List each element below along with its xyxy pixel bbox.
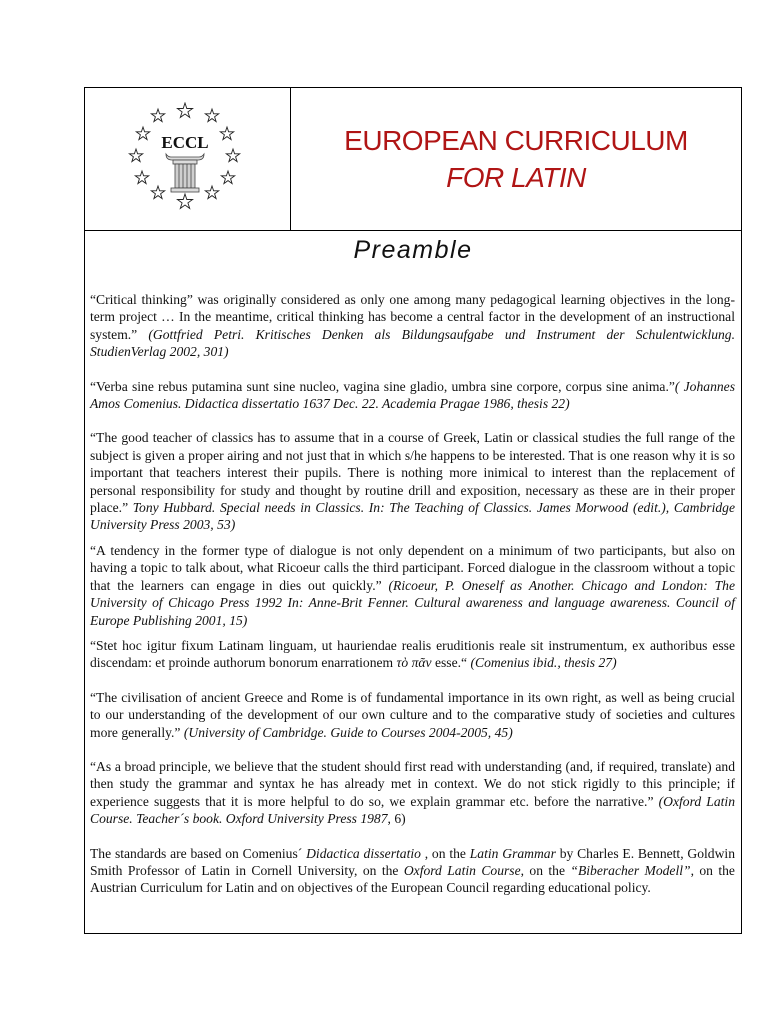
standards-paragraph [90, 845, 735, 897]
star-icon [205, 109, 218, 122]
standards-text: , on the [420, 845, 470, 861]
star-icon [135, 171, 148, 184]
standards-title: “Biberacher Modell” [570, 862, 691, 878]
quote-citation: (University of Cambridge. Guide to Courses 2004-2005, 45) [183, 724, 513, 740]
eccl-logo [128, 102, 242, 214]
quote-paragraph [90, 378, 735, 413]
ionic-column-icon [166, 154, 204, 192]
title-line-2: FOR LATIN [446, 162, 586, 193]
quote-citation: (Gottfried Petri. Kritisches Denken als Bildungsaufgabe und Instrument der Schulentwicklung. StudienVerlag 2002, 301) [90, 326, 736, 360]
quote-paragraph [90, 689, 735, 741]
quote-paragraph [90, 637, 735, 672]
star-icon [151, 186, 164, 199]
star-icon [136, 127, 149, 140]
quote-paragraph [90, 542, 735, 629]
standards-title: Didactica dissertatio [306, 845, 421, 861]
standards-text: by Charles E. Bennett, Goldwin Smith Professor of Latin in Cornell University, on the [90, 845, 735, 878]
star-icon [205, 186, 218, 199]
star-icon [177, 103, 192, 117]
title-line-1: EUROPEAN CURRICULUM [344, 125, 688, 156]
star-icon [221, 171, 234, 184]
document-frame [84, 87, 742, 934]
star-icon [177, 194, 192, 208]
logo-cell [85, 88, 291, 230]
quote-text: “The good teacher of classics has to assume that in a course of Greek, Latin or classical studies the full range of the subject is given a proper airing and not just that in which s/he happens to be interested. That is one reason why it is so important that teachers interest their pupils. There is nothing more inimical to interest than the replacement of personal responsibility for study and thought by routine drill and exposition, necessary as these are in their proper place.” [90, 430, 735, 516]
quote-citation: Tony Hubbard. Special needs in Classics. In: The Teaching of Classics. James Morwood (edit.), Cambridge University Press 2003, 53) [90, 500, 735, 533]
star-ring-icon [129, 103, 239, 208]
quote-text: “Verba sine rebus putamina sunt sine nucleo, vagina sine gladio, umbra sine corpore, corpus sine anima.” [90, 378, 675, 394]
quote-text: “Stet hoc igitur fixum Latinam linguam, ut hauriendae realis eruditionis reale sit instrumentum, ex authoribus esse discendam: et proinde authorum bonorum enarrationem [90, 637, 735, 671]
header-row [85, 88, 741, 231]
quote-citation: ( Johannes Amos Comenius. Didactica dissertatio 1637 Dec. 22. Academia Pragae 1986, thesis 22) [90, 378, 735, 412]
quote-citation-tail: , 6) [387, 811, 406, 827]
quote-text: “Critical thinking” was originally considered as only one among many pedagogical learning objectives in the long-term project … In the meantime, critical thinking has become a central factor in the development of an instructional system.” [90, 292, 735, 342]
star-icon [129, 149, 142, 162]
greek-phrase: τὸ πᾶν [396, 655, 432, 671]
star-icon [151, 109, 164, 122]
quote-text: “As a broad principle, we believe that the student should first read with understanding (and, if required, translate) and then study the grammar and syntax he has already met in context. We do not stick rigidly to this principle; if experience suggests that it is more helpful to do so, we explain grammar etc. before the narrative.” [90, 758, 735, 809]
logo-text: ECCL [161, 133, 209, 152]
standards-title: Oxford Latin Course [403, 862, 521, 878]
quote-paragraph [90, 429, 735, 533]
quote-paragraph [90, 291, 735, 361]
quote-text: “A tendency in the former type of dialogue is not only dependent on a minimum of two participants, but also on having a topic to talk about, what Ricoeur calls the third participant. Forced dialogue in the classroom without a topic that the learners can engage in dies out quickly.” [90, 542, 735, 593]
star-icon [220, 127, 233, 140]
title-cell [291, 88, 741, 230]
section-title: Preamble [353, 236, 473, 264]
quote-citation: (Oxford Latin Course. Teacher´s book. Oxford University Press 1987 [90, 793, 736, 827]
standards-text: , on the [520, 862, 571, 878]
star-icon [226, 149, 239, 162]
quote-citation: (Ricoeur, P. Oneself as Another. Chicago and London: The University of Chicago Press 1992 In: Anne-Brit Fenner. Cultural awareness and language awareness. Council of Europe Publishing 2001, 15) [90, 577, 735, 628]
quote-paragraph [90, 758, 735, 828]
standards-title: Latin Grammar [469, 845, 556, 861]
quote-citation: (Comenius ibid., thesis 27) [470, 655, 617, 671]
standards-text: The standards are based on Comenius´ [90, 845, 307, 861]
preamble-content [90, 291, 735, 897]
quote-text: esse.“ [431, 655, 471, 671]
quote-text: “The civilisation of ancient Greece and Rome is of fundamental importance in its own right, as well as being crucial to our understanding of the development of our own culture and to the comparative study of societies and cultures more generally.” [90, 689, 735, 740]
standards-text: , on the Austrian Curriculum for Latin and on objectives of the European Council regarding educational policy. [90, 862, 735, 896]
